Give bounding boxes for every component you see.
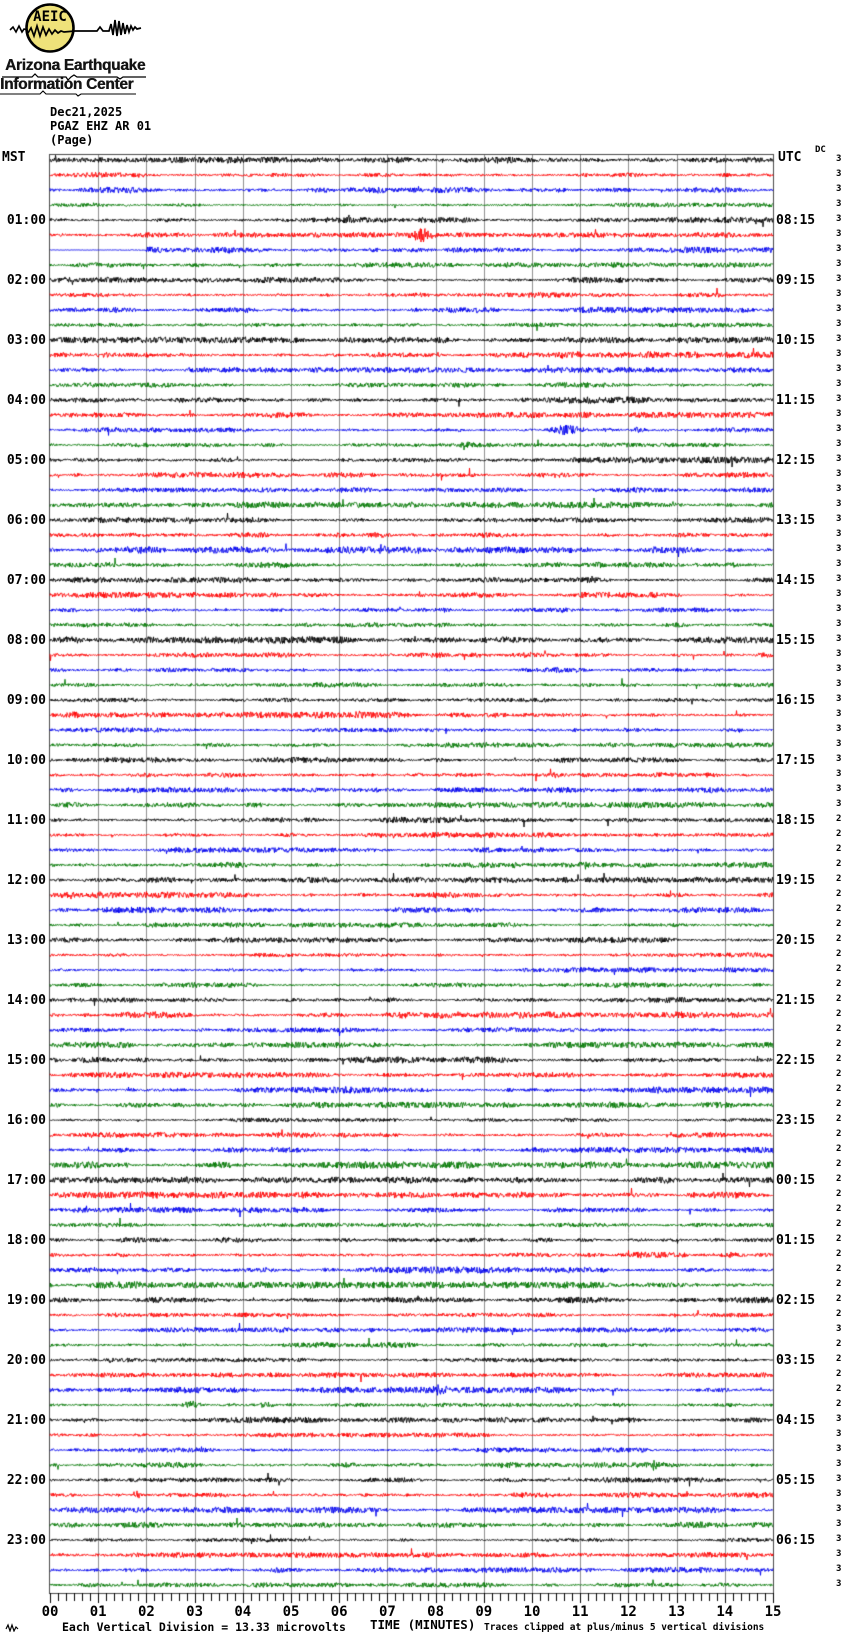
- left-hour-label: 20:00: [6, 1353, 46, 1368]
- right-utc-label: 09:15: [776, 273, 816, 288]
- dc-value: 3: [836, 1579, 842, 1589]
- dc-value: 3: [836, 1519, 842, 1529]
- dc-value: 3: [836, 739, 842, 749]
- left-hour-label: 15:00: [6, 1053, 46, 1068]
- dc-value: 3: [836, 499, 842, 509]
- right-utc-label: 03:15: [776, 1353, 816, 1368]
- dc-value: 2: [836, 1339, 842, 1349]
- dc-value: 3: [836, 169, 842, 179]
- dc-value: 3: [836, 319, 842, 329]
- left-hour-label: 18:00: [6, 1233, 46, 1248]
- dc-value: 3: [836, 1489, 842, 1499]
- dc-value: 3: [836, 259, 842, 269]
- right-utc-label: 10:15: [776, 333, 816, 348]
- right-utc-label: 05:15: [776, 1473, 816, 1488]
- left-hour-label: 01:00: [6, 213, 46, 228]
- dc-value: 2: [836, 829, 842, 839]
- left-hour-label: 04:00: [6, 393, 46, 408]
- right-utc-label: 11:15: [776, 393, 816, 408]
- dc-value: 3: [836, 349, 842, 359]
- dc-value: 3: [836, 1534, 842, 1544]
- left-hour-label: 21:00: [6, 1413, 46, 1428]
- dc-value: 3: [836, 664, 842, 674]
- dc-value: 3: [836, 424, 842, 434]
- dc-value: 2: [836, 904, 842, 914]
- dc-value: 2: [836, 1099, 842, 1109]
- right-utc-label: 01:15: [776, 1233, 816, 1248]
- dc-value: 3: [836, 529, 842, 539]
- dc-value: 2: [836, 934, 842, 944]
- dc-value: 2: [836, 814, 842, 824]
- dc-value: 2: [836, 1069, 842, 1079]
- dc-value: 2: [836, 1294, 842, 1304]
- dc-value: 3: [836, 589, 842, 599]
- left-hour-label: 06:00: [6, 513, 46, 528]
- dc-value: 2: [836, 1159, 842, 1169]
- dc-value: 2: [836, 979, 842, 989]
- left-hour-label: 02:00: [6, 273, 46, 288]
- dc-value: 2: [836, 1279, 842, 1289]
- dc-value: 2: [836, 1144, 842, 1154]
- x-axis-tick-label: 09: [475, 1604, 493, 1620]
- dc-value: 2: [836, 1114, 842, 1124]
- x-axis-tick-label: 11: [571, 1604, 589, 1620]
- dc-value: 2: [836, 859, 842, 869]
- x-axis-tick-label: 04: [234, 1604, 252, 1620]
- x-axis-tick-label: 14: [716, 1604, 734, 1620]
- left-hour-label: 23:00: [6, 1533, 46, 1548]
- dc-value: 2: [836, 1039, 842, 1049]
- dc-value: 3: [836, 214, 842, 224]
- dc-value: 3: [836, 724, 842, 734]
- dc-value: 3: [836, 574, 842, 584]
- right-utc-label: 00:15: [776, 1173, 816, 1188]
- left-hour-label: 13:00: [6, 933, 46, 948]
- dc-value: 2: [836, 1264, 842, 1274]
- right-utc-label: 22:15: [776, 1053, 816, 1068]
- dc-value: 3: [836, 154, 842, 164]
- dc-value: 3: [836, 289, 842, 299]
- dc-value: 3: [836, 559, 842, 569]
- dc-value: 2: [836, 874, 842, 884]
- dc-value: 3: [836, 274, 842, 284]
- dc-value: 3: [836, 769, 842, 779]
- right-utc-label: 16:15: [776, 693, 816, 708]
- microvolt-squiggle-icon: [5, 1623, 19, 1632]
- dc-value: 3: [836, 1444, 842, 1454]
- dc-value: 2: [836, 1174, 842, 1184]
- dc-value: 3: [836, 439, 842, 449]
- x-axis-tick-label: 15: [764, 1604, 782, 1620]
- dc-value: 3: [836, 709, 842, 719]
- right-utc-label: 06:15: [776, 1533, 816, 1548]
- right-utc-label: 14:15: [776, 573, 816, 588]
- dc-value: 3: [836, 754, 842, 764]
- dc-value: 2: [836, 844, 842, 854]
- dc-value: 2: [836, 964, 842, 974]
- dc-value: 2: [836, 994, 842, 1004]
- dc-value: 2: [836, 1399, 842, 1409]
- dc-value: 3: [836, 1429, 842, 1439]
- dc-value: 2: [836, 1204, 842, 1214]
- dc-value: 2: [836, 1189, 842, 1199]
- dc-value: 3: [836, 229, 842, 239]
- dc-value: 2: [836, 1354, 842, 1364]
- dc-value: 2: [836, 1309, 842, 1319]
- dc-value: 3: [836, 799, 842, 809]
- right-utc-label: 21:15: [776, 993, 816, 1008]
- dc-value: 2: [836, 1234, 842, 1244]
- dc-value: 3: [836, 364, 842, 374]
- dc-value: 3: [836, 619, 842, 629]
- x-axis-tick-label: 05: [282, 1604, 300, 1620]
- dc-value: 3: [836, 1414, 842, 1424]
- x-axis-tick-label: 01: [89, 1604, 107, 1620]
- left-hour-label: 16:00: [6, 1113, 46, 1128]
- x-axis-tick-label: 06: [330, 1604, 348, 1620]
- dc-value: 3: [836, 1474, 842, 1484]
- right-utc-label: 18:15: [776, 813, 816, 828]
- dc-value: 3: [836, 604, 842, 614]
- dc-value: 2: [836, 919, 842, 929]
- dc-value: 3: [836, 409, 842, 419]
- right-utc-label: 02:15: [776, 1293, 816, 1308]
- dc-value: 3: [836, 544, 842, 554]
- dc-value: 3: [836, 304, 842, 314]
- x-axis-tick-label: 03: [186, 1604, 204, 1620]
- dc-value: 3: [836, 454, 842, 464]
- dc-value: 2: [836, 1219, 842, 1229]
- dc-value: 3: [836, 1324, 842, 1334]
- dc-value: 3: [836, 649, 842, 659]
- right-utc-label: 12:15: [776, 453, 816, 468]
- dc-value: 3: [836, 184, 842, 194]
- dc-value: 3: [836, 679, 842, 689]
- dc-value: 3: [836, 334, 842, 344]
- dc-value: 3: [836, 1504, 842, 1514]
- dc-value: 3: [836, 379, 842, 389]
- right-utc-label: 17:15: [776, 753, 816, 768]
- dc-value: 3: [836, 1549, 842, 1559]
- dc-value: 2: [836, 1084, 842, 1094]
- dc-value: 3: [836, 469, 842, 479]
- x-axis-tick-label: 12: [619, 1604, 637, 1620]
- left-hour-label: 10:00: [6, 753, 46, 768]
- dc-value: 3: [836, 784, 842, 794]
- left-hour-label: 19:00: [6, 1293, 46, 1308]
- vertical-division-scale-note: Each Vertical Division = 13.33 microvolts: [62, 1620, 346, 1634]
- right-utc-label: 23:15: [776, 1113, 816, 1128]
- right-utc-label: 04:15: [776, 1413, 816, 1428]
- dc-value: 3: [836, 394, 842, 404]
- dc-value: 2: [836, 1024, 842, 1034]
- left-hour-label: 05:00: [6, 453, 46, 468]
- x-axis-tick-label: 00: [41, 1604, 59, 1620]
- trace-clipping-note: Traces clipped at plus/minus 5 vertical divisions: [484, 1622, 765, 1633]
- dc-value: 2: [836, 1129, 842, 1139]
- right-utc-label: 13:15: [776, 513, 816, 528]
- dc-value: 3: [836, 514, 842, 524]
- dc-value: 3: [836, 244, 842, 254]
- right-utc-label: 19:15: [776, 873, 816, 888]
- right-utc-label: 08:15: [776, 213, 816, 228]
- x-axis-title: TIME (MINUTES): [370, 1617, 476, 1632]
- dc-value: 3: [836, 484, 842, 494]
- left-hour-label: 22:00: [6, 1473, 46, 1488]
- dc-value: 2: [836, 1369, 842, 1379]
- dc-value: 2: [836, 1384, 842, 1394]
- left-hour-label: 14:00: [6, 993, 46, 1008]
- right-utc-label: 15:15: [776, 633, 816, 648]
- right-utc-label: 20:15: [776, 933, 816, 948]
- dc-value: 3: [836, 1564, 842, 1574]
- left-hour-label: 07:00: [6, 573, 46, 588]
- x-axis-tick-label: 02: [137, 1604, 155, 1620]
- dc-value: 2: [836, 1249, 842, 1259]
- x-axis-tick-label: 07: [378, 1604, 396, 1620]
- dc-value: 2: [836, 889, 842, 899]
- left-hour-label: 11:00: [6, 813, 46, 828]
- left-hour-label: 09:00: [6, 693, 46, 708]
- dc-value: 2: [836, 1054, 842, 1064]
- left-hour-label: 17:00: [6, 1173, 46, 1188]
- x-axis-tick-label: 13: [668, 1604, 686, 1620]
- x-axis-tick-label: 08: [427, 1604, 445, 1620]
- dc-value: 3: [836, 1459, 842, 1469]
- dc-value: 3: [836, 634, 842, 644]
- dc-value: 2: [836, 949, 842, 959]
- dc-value: 3: [836, 199, 842, 209]
- left-hour-label: 03:00: [6, 333, 46, 348]
- x-axis-tick-label: 10: [523, 1604, 541, 1620]
- left-hour-label: 12:00: [6, 873, 46, 888]
- left-hour-label: 08:00: [6, 633, 46, 648]
- dc-value: 3: [836, 694, 842, 704]
- dc-value: 2: [836, 1009, 842, 1019]
